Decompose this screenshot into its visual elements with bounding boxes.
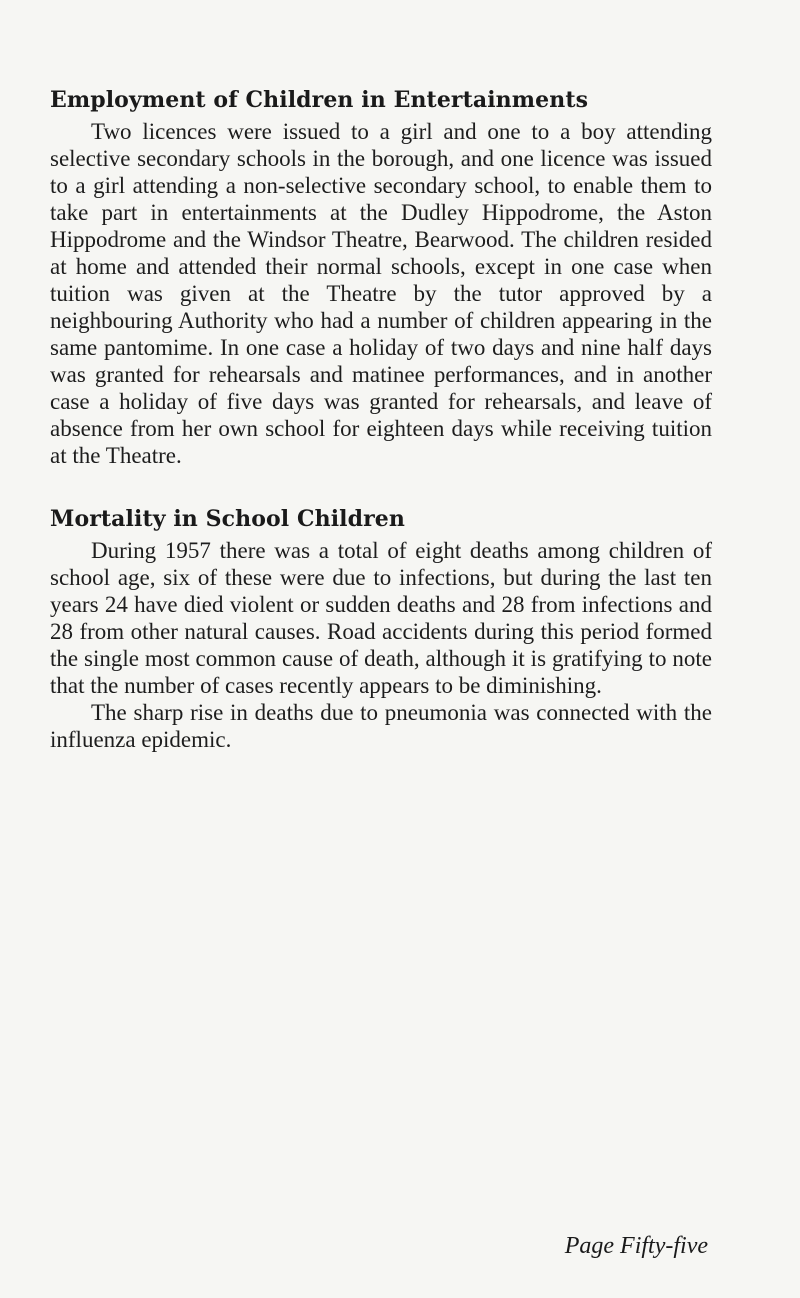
section-heading-mortality: Mortality in School Children: [50, 506, 405, 532]
section-heading-employment: Employment of Children in Entertainments: [50, 87, 589, 113]
page-number: Page Fifty-five: [564, 1233, 708, 1259]
paragraph-mortality-1: During 1957 there was a total of eight deaths among children of school age, six of these were due to infections, but during the last ten years 24 have died violent or sudden deaths and 28 from infections and 28 from other natural causes. Road accidents during this period formed the single most common cause of death, although it is gratifying to note that the number of cases recently appears to be diminishing.: [50, 538, 712, 698]
paragraph-employment: Two licences were issued to a girl and one to a boy attending selective secondary schools in the borough, and one licence was issued to a girl attending a non-selective secondary school, to enable them to take part in entertainments at the Dudley Hippodrome, the Aston Hippodrome and the Windsor Theatre, Bearwood. The children resided at home and attended their normal schools, except in one case when tuition was given at the Theatre by the tutor approved by a neighbouring Authority who had a number of children appearing in the same pantomime. In one case a holiday of two days and nine half days was granted for rehearsals and matinee performances, and in another case a holiday of five days was granted for rehearsals, and leave of absence from her own school for eighteen days while receiving tuition at the Theatre.: [50, 119, 712, 468]
section-employment: [50, 86, 712, 469]
section-mortality: [50, 505, 712, 753]
page-body: [50, 86, 712, 753]
paragraph-mortality-2: The sharp rise in deaths due to pneumonia was connected with the influenza epidemic.: [50, 700, 712, 752]
